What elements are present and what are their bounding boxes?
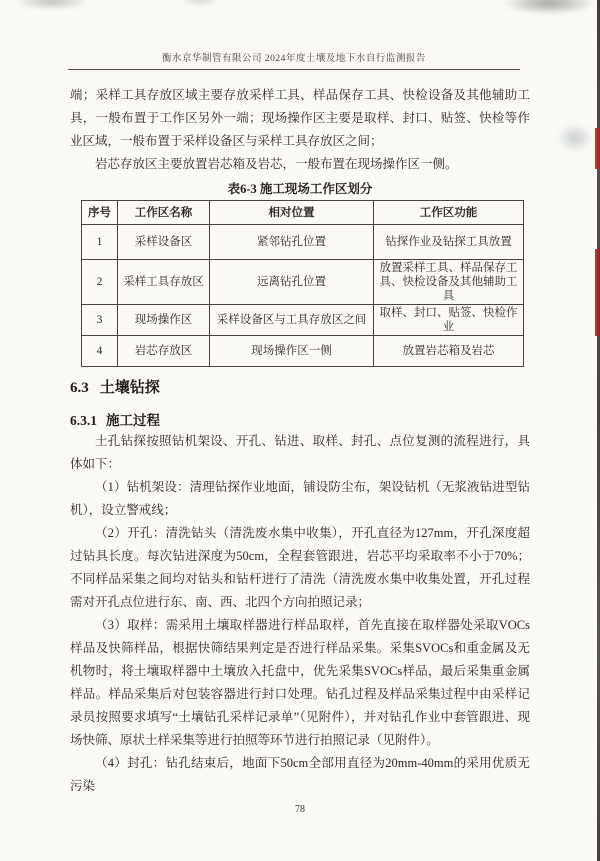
scan-smudge-top-left [14,0,90,10]
scan-smudge-top-right [502,0,597,15]
red-edge-mark-lower [595,249,600,336]
cell-function: 放置岩芯箱及岩芯 [374,336,524,367]
cell-function: 钻探作业及钻探工具放置 [374,225,524,260]
cell-function: 取样、封口、贴签、快检作业 [374,305,524,336]
col-header-index: 序号 [82,201,118,225]
cell-area-name: 现场操作区 [118,305,210,336]
table-row [82,305,524,336]
cell-index: 4 [82,336,118,367]
cell-position: 采样设备区与工具存放区之间 [210,305,374,336]
paragraph-step-3: （3）取样：需采用土壤取样器进行样品取样，首先直接在取样器处采取VOCs样品及快筛样品，根据快筛结果判定是否进行样品采集。采集SVOCs和重金属及无机物时，将土壤取样器中土壤放入托盘中，优先采集SVOCs样品，最后采集重金属样品。样品采集后对包装容器进行封口处理。钻孔过程及样品采集过程中由采样记录员按照要求填写“土壤钻孔采样记录单”（见附件），并对钻孔作业中套管跟进、现场快筛、原状土样采集等进行拍照等环节进行拍照记录（见附件）。 [70,618,530,747]
page-content [70,84,530,798]
table-header-row [82,201,524,225]
section-title: 土壤钻探 [99,380,160,396]
cell-position: 现场操作区一侧 [210,336,374,367]
header-title: 衡水京华制管有限公司 2024年度土壤及地下水自行监测报告 [162,54,426,64]
red-edge-mark-upper [595,128,600,169]
section-title: 施工过程 [106,413,160,428]
paragraph-step-2: （2）开孔：清洗钻头（清洗废水集中收集），开孔直径为127mm，开孔深度超过钻具长度。每次钻进深度为50cm，全程套管跟进，岩芯平均采取率不小于70%；不同样品采集之间均对钻头和钻杆进行了清洗（清洗废水集中收集处置，开孔过程需对开孔点位进行东、南、西、北四个方向拍照记录； [70,526,530,609]
col-header-function: 工作区功能 [374,201,524,225]
paragraph-step-4: （4）封孔：钻孔结束后，地面下50cm全部用直径为20mm-40mm的采用优质无污染 [70,756,530,793]
section-heading-6-3-1 [70,411,530,430]
cell-function: 放置采样工具、样品保存工具、快检设备及其他辅助工具 [374,260,524,305]
work-area-table [81,200,524,367]
paragraph-continued: 端；采样工具存放区域主要存放采样工具、样品保存工具、快检设备及其他辅助工具，一般布置于工作区另外一端；现场操作区主要是取样、封口、贴签、快检等作业区域，一般布置于采样设备区与采样工具存放区之间； [70,88,530,148]
cell-position: 紧邻钻孔位置 [210,225,374,260]
table-row [82,336,524,367]
section-heading-6-3 [70,378,530,398]
section-number: 6.3.1 [70,413,97,428]
col-header-position: 相对位置 [210,201,374,225]
cell-area-name: 岩芯存放区 [118,336,210,367]
paragraph-step-1: （1）钻机架设：清理钻探作业地面，铺设防尘布，架设钻机（无浆液钻进型钻机），设立警戒线； [70,480,530,517]
cell-position: 远离钻孔位置 [210,260,374,305]
cell-area-name: 采样工具存放区 [118,260,210,305]
paragraph-process-intro: 土孔钻探按照钻机架设、开孔、钻进、取样、封孔、点位复测的流程进行，具体如下： [70,434,530,471]
cell-index: 1 [82,225,118,260]
paragraph-core-storage: 岩芯存放区主要放置岩芯箱及岩芯，一般布置在现场操作区一侧。 [95,157,458,171]
section-number: 6.3 [70,380,89,396]
page-number: 78 [295,804,305,815]
cell-area-name: 采样设备区 [118,225,210,260]
cell-index: 2 [82,260,118,305]
scan-smudge-right [557,124,593,152]
scan-smudge-top-center [180,0,220,6]
table-row [82,225,524,260]
page-header [68,50,520,70]
cell-index: 3 [82,305,118,336]
table-caption: 表6-3 施工现场工作区划分 [227,182,373,196]
table-row [82,260,524,305]
col-header-area-name: 工作区名称 [118,201,210,225]
